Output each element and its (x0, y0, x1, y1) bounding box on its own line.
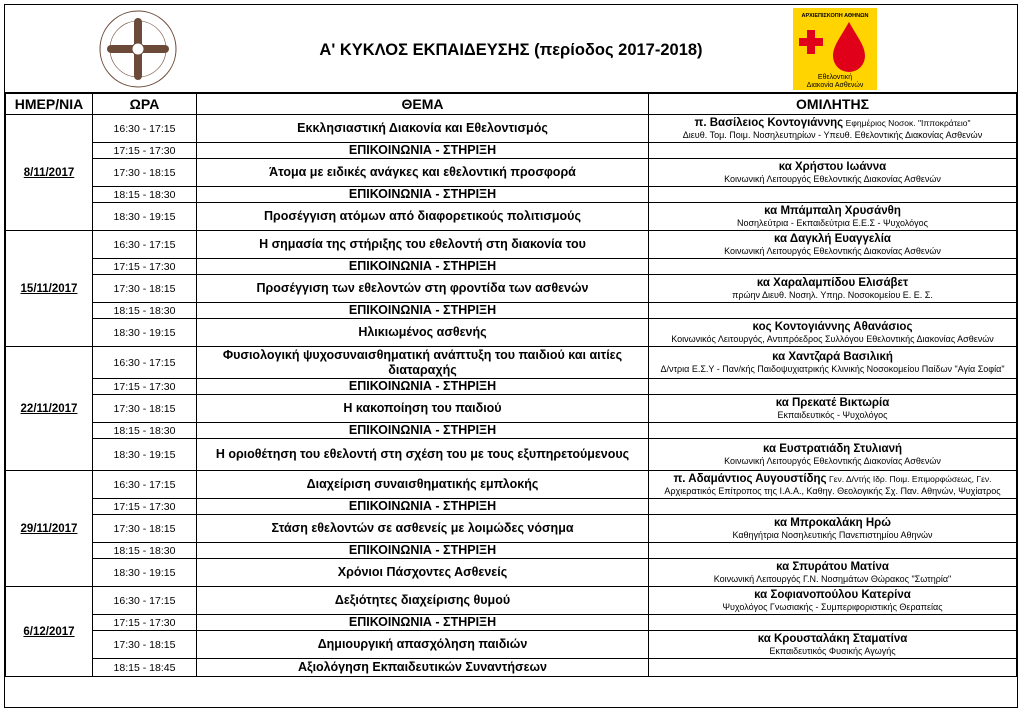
header (5, 5, 1017, 93)
session-topic: Εκκλησιαστική Διακονία και Εθελοντισμός (197, 115, 649, 143)
session-time: 18:30 - 19:15 (93, 439, 197, 471)
speaker-title-inline: Εφημέριος Νοσοκ. "Ιπποκράτειο" (845, 117, 971, 128)
speaker-cell (649, 115, 1017, 143)
break-label: ΕΠΙΚΟΙΝΩΝΙΑ - ΣΤΗΡΙΞΗ (197, 499, 649, 515)
speaker-cell (649, 319, 1017, 347)
speaker-name: κα Κρουσταλάκη Σταματίνα (757, 632, 908, 645)
session-topic: Η σημασία της στήριξης του εθελοντή στη διακονία του (197, 231, 649, 259)
break-row (6, 423, 1017, 439)
break-label: ΕΠΙΚΟΙΝΩΝΙΑ - ΣΤΗΡΙΞΗ (197, 303, 649, 319)
session-row (6, 395, 1017, 423)
speaker-cell (649, 203, 1017, 231)
svg-text:ΑΡΧΙΕΠΙΣΚΟΠΗ ΑΘΗΝΩΝ: ΑΡΧΙΕΠΙΣΚΟΠΗ ΑΘΗΝΩΝ (801, 13, 869, 19)
session-time: 17:30 - 18:15 (93, 631, 197, 659)
session-time: 17:15 - 17:30 (93, 259, 197, 275)
speaker-role: Αρχιερατικός Επίτροπος της Ι.Α.Α., Καθηγ. Θεολογικής Σχ. Παν. Αθηνών, Ψυχίατρος (664, 485, 1001, 496)
speaker-name: κος Κοντογιάννης Αθανάσιος (752, 320, 913, 333)
speaker-cell (649, 499, 1017, 515)
speaker-role: Καθηγήτρια Νοσηλευτικής Πανεπιστημίου Αθηνών (732, 529, 933, 540)
session-time: 18:15 - 18:45 (93, 659, 197, 677)
schedule-sheet (4, 4, 1018, 708)
speaker-cell (649, 615, 1017, 631)
speaker-name: π. Βασίλειος Κοντογιάννης (694, 116, 844, 129)
break-label: ΕΠΙΚΟΙΝΩΝΙΑ - ΣΤΗΡΙΞΗ (197, 615, 649, 631)
session-topic: Άτομα με ειδικές ανάγκες και εθελοντική προσφορά (197, 159, 649, 187)
column-header-time: ΩΡΑ (93, 94, 197, 115)
break-row (6, 379, 1017, 395)
session-date: 6/12/2017 (6, 587, 93, 677)
speaker-role: Δ/ντρια Ε.Σ.Υ - Παν/κής Παιδοψυχιατρικής Κλινικής Νοσοκομείου Παίδων "Αγία Σοφία" (660, 363, 1005, 374)
session-row (6, 203, 1017, 231)
session-time: 18:15 - 18:30 (93, 423, 197, 439)
session-date: 15/11/2017 (6, 231, 93, 347)
session-topic: Χρόνιοι Πάσχοντες Ασθενείς (197, 559, 649, 587)
speaker-cell (649, 347, 1017, 379)
session-date: 8/11/2017 (6, 115, 93, 231)
break-label: ΕΠΙΚΟΙΝΩΝΙΑ - ΣΤΗΡΙΞΗ (197, 423, 649, 439)
speaker-cell (649, 187, 1017, 203)
speaker-cell (649, 379, 1017, 395)
speaker-role: πρώην Διευθ. Νοσηλ. Υπηρ. Νοσοκομείου Ε. Ε. Σ. (732, 289, 933, 300)
speaker-cell (649, 439, 1017, 471)
session-time: 16:30 - 17:15 (93, 231, 197, 259)
session-time: 18:30 - 19:15 (93, 203, 197, 231)
svg-text:Διακονία Ασθενών: Διακονία Ασθενών (806, 82, 864, 89)
speaker-cell (649, 395, 1017, 423)
break-row (6, 303, 1017, 319)
speaker-cell (649, 587, 1017, 615)
session-time: 16:30 - 17:15 (93, 347, 197, 379)
break-row (6, 187, 1017, 203)
session-time: 17:15 - 17:30 (93, 143, 197, 159)
session-topic: Προσέγγιση ατόμων από διαφορετικούς πολιτισμούς (197, 203, 649, 231)
speaker-name: κα Μπροκαλάκη Ηρώ (773, 516, 891, 529)
speaker-cell (649, 515, 1017, 543)
speaker-role: Εκπαιδευτικός - Ψυχολόγος (777, 409, 888, 420)
session-row (6, 347, 1017, 379)
speaker-name: κα Χρήστου Ιωάννα (778, 160, 887, 173)
svg-text:Εθελοντική: Εθελοντική (817, 74, 853, 81)
session-row (6, 631, 1017, 659)
speaker-name: κα Σπυράτου Ματίνα (776, 560, 889, 573)
session-time: 17:30 - 18:15 (93, 515, 197, 543)
speaker-cell (649, 259, 1017, 275)
speaker-cell (649, 303, 1017, 319)
speaker-name: κα Μπάμπαλη Χρυσάνθη (764, 204, 901, 217)
speaker-name: κα Σοφιανοπούλου Κατερίνα (754, 588, 911, 601)
session-row (6, 115, 1017, 143)
session-row (6, 439, 1017, 471)
session-topic: Προσέγγιση των εθελοντών στη φροντίδα των ασθενών (197, 275, 649, 303)
speaker-cell (649, 543, 1017, 559)
session-topic: Δεξιότητες διαχείρισης θυμού (197, 587, 649, 615)
session-topic: Η οριοθέτηση του εθελοντή στη σχέση του με τους εξυπηρετούμενους (197, 439, 649, 471)
break-label: ΕΠΙΚΟΙΝΩΝΙΑ - ΣΤΗΡΙΞΗ (197, 379, 649, 395)
session-time: 16:30 - 17:15 (93, 587, 197, 615)
break-row (6, 615, 1017, 631)
session-topic: Αξιολόγηση Εκπαιδευτικών Συναντήσεων (197, 659, 649, 677)
schedule-body (6, 115, 1017, 677)
session-topic: Διαχείριση συναισθηματικής εμπλοκής (197, 471, 649, 499)
break-label: ΕΠΙΚΟΙΝΩΝΙΑ - ΣΤΗΡΙΞΗ (197, 187, 649, 203)
session-time: 17:30 - 18:15 (93, 159, 197, 187)
speaker-name: κα Ευστρατιάδη Στυλιανή (762, 442, 903, 455)
volunteer-ministry-logo-icon (793, 8, 877, 90)
session-topic: Στάση εθελοντών σε ασθενείς με λοιμώδες νόσημα (197, 515, 649, 543)
speaker-cell (649, 659, 1017, 677)
break-label: ΕΠΙΚΟΙΝΩΝΙΑ - ΣΤΗΡΙΞΗ (197, 543, 649, 559)
session-time: 17:15 - 17:30 (93, 615, 197, 631)
column-header-speaker: ΟΜΙΛΗΤΗΣ (649, 94, 1017, 115)
speaker-role: Κοινωνική Λειτουργός Εθελοντικής Διακονίας Ασθενών (724, 245, 941, 256)
speaker-role: Κοινωνικός Λειτουργός, Αντιπρόεδρος Συλλόγου Εθελοντικής Διακονίας Ασθενών (671, 333, 994, 344)
speaker-role: Διευθ. Τομ. Ποιμ. Νοσηλευτηρίων - Υπευθ. Εθελοντικής Διακονίας Ασθενών (682, 129, 983, 140)
speaker-cell (649, 471, 1017, 499)
speaker-cell (649, 159, 1017, 187)
speaker-role: Ψυχολόγος Γνωσιακής - Συμπεριφοριστικής Θεραπείας (722, 601, 943, 612)
speaker-name: κα Πρεκατέ Βικτωρία (775, 396, 890, 409)
session-time: 17:30 - 18:15 (93, 395, 197, 423)
speaker-role: Κοινωνική Λειτουργός Εθελοντικής Διακονίας Ασθενών (724, 173, 941, 184)
session-date: 29/11/2017 (6, 471, 93, 587)
session-time: 18:15 - 18:30 (93, 543, 197, 559)
session-topic: Η κακοποίηση του παιδιού (197, 395, 649, 423)
speaker-cell (649, 275, 1017, 303)
column-header-date: ΗΜΕΡ/ΝΙΑ (6, 94, 93, 115)
schedule-table (5, 93, 1017, 677)
session-time: 18:30 - 19:15 (93, 319, 197, 347)
break-row (6, 143, 1017, 159)
speaker-role: Κοινωνική Λειτουργός Εθελοντικής Διακονίας Ασθενών (724, 455, 941, 466)
session-topic: Ηλικιωμένος ασθενής (197, 319, 649, 347)
session-time: 16:30 - 17:15 (93, 471, 197, 499)
session-time: 17:15 - 17:30 (93, 499, 197, 515)
speaker-title-inline: Γεν. Δ/ντής Ιδρ. Ποιμ. Επιμορφώσεως, Γεν. (829, 473, 992, 484)
session-row (6, 159, 1017, 187)
session-topic: Φυσιολογική ψυχοσυναισθηματική ανάπτυξη του παιδιού και αιτίες διαταραχής (197, 347, 649, 379)
speaker-role: Κοινωνική Λειτουργός Γ.Ν. Νοσημάτων Θώρακος "Σωτηρία" (713, 573, 952, 584)
session-row (6, 319, 1017, 347)
session-time: 17:30 - 18:15 (93, 275, 197, 303)
break-row (6, 259, 1017, 275)
speaker-role: Εκπαιδευτικός Φυσικής Αγωγής (769, 645, 896, 656)
speaker-cell (649, 423, 1017, 439)
speaker-role: Νοσηλεύτρια - Εκπαιδεύτρια Ε.Ε.Σ - Ψυχολόγος (736, 217, 929, 228)
page-title: Α' ΚΥΚΛΟΣ ΕΚΠΑΙΔΕΥΣΗΣ (περίοδος 2017-2018) (319, 41, 703, 59)
speaker-name: κα Δαγκλή Ευαγγελία (774, 232, 891, 245)
speaker-name: κα Χαραλαμπίδου Ελισάβετ (756, 276, 909, 289)
speaker-name: π. Αδαμάντιος Αυγουστίδης (673, 472, 827, 485)
session-date: 22/11/2017 (6, 347, 93, 471)
speaker-cell (649, 631, 1017, 659)
session-row (6, 275, 1017, 303)
column-header-topic: ΘΕΜΑ (197, 94, 649, 115)
session-row (6, 231, 1017, 259)
session-row (6, 471, 1017, 499)
break-label: ΕΠΙΚΟΙΝΩΝΙΑ - ΣΤΗΡΙΞΗ (197, 259, 649, 275)
session-row (6, 659, 1017, 677)
break-row (6, 543, 1017, 559)
session-time: 18:15 - 18:30 (93, 303, 197, 319)
speaker-cell (649, 559, 1017, 587)
speaker-cell (649, 231, 1017, 259)
session-topic: Δημιουργική απασχόληση παιδιών (197, 631, 649, 659)
break-row (6, 499, 1017, 515)
session-row (6, 587, 1017, 615)
session-time: 17:15 - 17:30 (93, 379, 197, 395)
speaker-cell (649, 143, 1017, 159)
speaker-name: κα Χαντζαρά Βασιλική (772, 350, 893, 363)
session-row (6, 559, 1017, 587)
session-time: 18:15 - 18:30 (93, 187, 197, 203)
session-row (6, 515, 1017, 543)
session-time: 16:30 - 17:15 (93, 115, 197, 143)
break-label: ΕΠΙΚΟΙΝΩΝΙΑ - ΣΤΗΡΙΞΗ (197, 143, 649, 159)
session-time: 18:30 - 19:15 (93, 559, 197, 587)
